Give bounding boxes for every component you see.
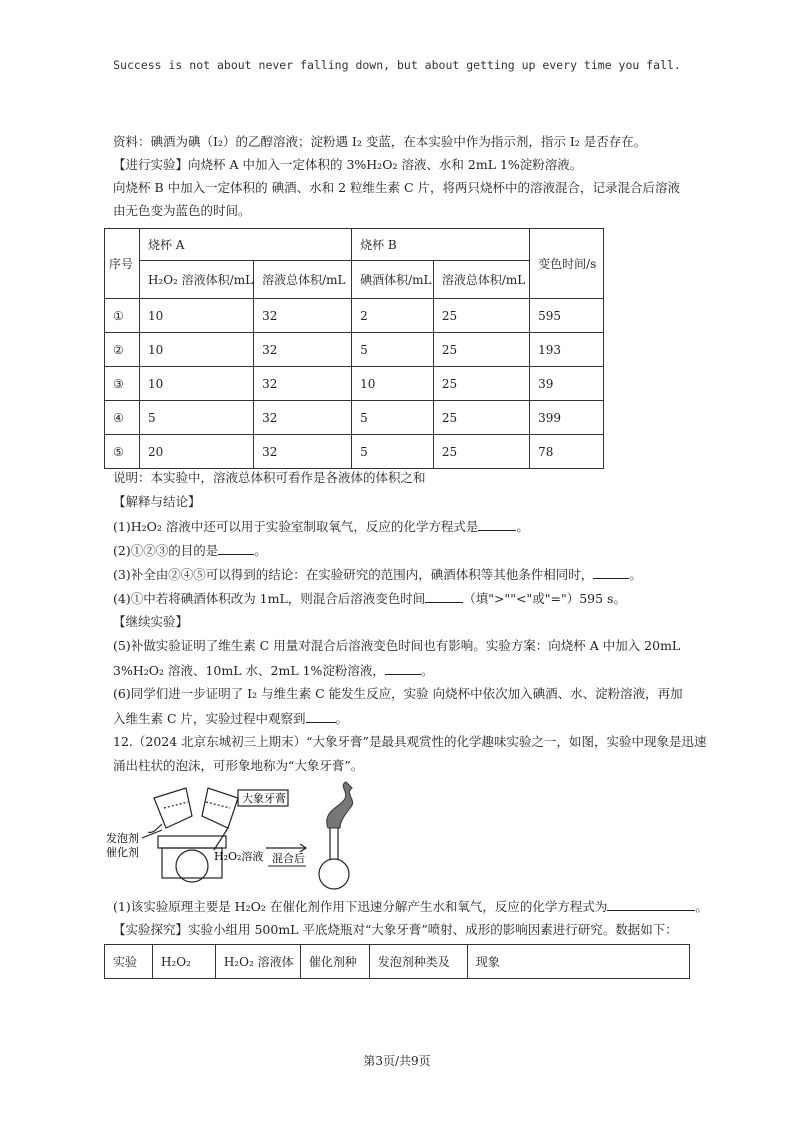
round-flask-icon (319, 859, 349, 889)
cell: 2 (352, 299, 434, 333)
section-continue: 【继续实验】 (113, 614, 189, 629)
question-6-text: 入维生素 C 片，实验过程中观察到 (113, 711, 306, 726)
liquid-line-icon (206, 802, 230, 808)
th-beaker-a: 烧杯 A (139, 229, 351, 261)
cell: 32 (254, 367, 352, 401)
question-5-line-1: (5)补做实验证明了维生素 C 用量对混合后溶液变色时间也有影响。实验方案：向烧杯 A 中加入 20mL (113, 638, 681, 653)
table-row (105, 333, 604, 367)
cell: 25 (433, 367, 529, 401)
answer-blank (385, 662, 421, 675)
intro-line-1: 资料：碘酒为碘（I₂）的乙醇溶液；淀粉遇 I₂ 变蓝，在本实验中作为指示剂，指示 I₂ 是否存在。 (113, 134, 647, 149)
cell: 10 (139, 367, 253, 401)
th-a-total: 溶液总体积/mL (254, 261, 352, 299)
table-row (105, 401, 604, 435)
th-b-total: 溶液总体积/mL (433, 261, 529, 299)
question-5-line-2: 3%H₂O₂ 溶液、10mL 水、2mL 1%淀粉溶液， 。 (113, 663, 434, 678)
leader-line-icon (142, 830, 162, 838)
label-h2o2: H₂O₂溶液 (214, 850, 264, 863)
question-4-hint: （填">""<"或"="）595 s。 (463, 591, 626, 606)
cell: 5 (352, 333, 434, 367)
answer-blank (306, 710, 336, 723)
th-experiment: 实验 (105, 945, 153, 979)
cell: 5 (352, 435, 434, 469)
left-beaker-icon (154, 788, 192, 828)
answer-blank (593, 566, 629, 579)
table-note: 说明：本实验中，溶液总体积可看作是各液体的体积之和 (113, 470, 426, 485)
th-time: 变色时间/s (530, 229, 604, 299)
intro-line-2: 【进行实验】向烧杯 A 中加入一定体积的 3%H₂O₂ 溶液、水和 2mL 1%淀粉溶液。 (113, 157, 583, 172)
cell: 32 (254, 435, 352, 469)
section-explore: 【实验探究】实验小组用 500mL 平底烧瓶对“大象牙膏”喷射、成形的影响因素进行研究。数据如下： (113, 922, 678, 937)
question-2: (2)①②③的目的是 。 (113, 543, 267, 558)
th-phenomenon: 现象 (467, 945, 689, 979)
cell: 399 (530, 401, 604, 435)
page-number: 第3页/共9页 (363, 1054, 431, 1068)
table-row (105, 435, 604, 469)
cell: 25 (433, 435, 529, 469)
question-1: (1)H₂O₂ 溶液中还可以用于实验室制取氧气，反应的化学方程式是 。 (113, 519, 529, 534)
answer-blank (218, 542, 254, 555)
cell: 10 (352, 367, 434, 401)
label-toothpaste: 大象牙膏 (242, 792, 286, 805)
cell: ② (105, 333, 140, 367)
cell: 5 (139, 401, 253, 435)
section-explain: 【解释与结论】 (113, 494, 201, 509)
answer-blank (607, 898, 695, 911)
cell: 39 (530, 367, 604, 401)
question-4-text: (4)①中若将碘酒体积改为 1mL，则混合后溶液变色时间 (113, 591, 426, 606)
cell: 193 (530, 333, 604, 367)
right-beaker-icon (202, 788, 238, 828)
cell: 32 (254, 401, 352, 435)
label-foam-agent: 发泡剂 (106, 832, 139, 845)
data-table-2 (104, 944, 690, 979)
cell: 20 (139, 435, 253, 469)
foam-icon (327, 782, 353, 828)
label-mix: 混合后 (272, 852, 305, 865)
th-catalyst: 催化剂种 (300, 945, 369, 979)
question-6-line-1: (6)同学们进一步证明了 I₂ 与维生素 C 能发生反应，实验 向烧杯中依次加入碘酒、水、淀粉溶液，再加 (113, 686, 683, 701)
question-3-text: (3)补全由②④⑤可以得到的结论：在实验研究的范围内，碘酒体积等其他条件相同时， (113, 567, 594, 582)
flask-icon (176, 850, 208, 882)
question-12-line-1: 12.（2024 北京东城初三上期末）“大象牙膏”是最具观赏性的化学趣味实验之一，如图，实验中现象是迅速 (113, 734, 707, 749)
answer-blank (425, 590, 463, 603)
cell: 10 (139, 333, 253, 367)
cell: 5 (352, 401, 434, 435)
cell: 78 (530, 435, 604, 469)
data-table-1 (104, 228, 604, 469)
question-3: (3)补全由②④⑤可以得到的结论：在实验研究的范围内，碘酒体积等其他条件相同时， 。 (113, 567, 642, 582)
label-catalyst: 催化剂 (106, 846, 139, 859)
question-4 (113, 590, 626, 607)
cell: ① (105, 299, 140, 333)
cell: 32 (254, 299, 352, 333)
answer-blank (478, 518, 516, 531)
question-5-text: 3%H₂O₂ 溶液、10mL 水、2mL 1%淀粉溶液， (113, 663, 385, 678)
th-foam-agent: 发泡剂种类及 (369, 945, 467, 979)
elephant-toothpaste-figure (106, 778, 396, 890)
th-b-iodine: 碘酒体积/mL (352, 261, 434, 299)
question-1-text: (1)H₂O₂ 溶液中还可以用于实验室制取氧气，反应的化学方程式是 (113, 519, 479, 534)
cell: ⑤ (105, 435, 140, 469)
cell: ③ (105, 367, 140, 401)
stand-base-icon (162, 848, 222, 878)
th-h2o2-volume: H₂O₂ 溶液体 (215, 945, 300, 979)
table-row (105, 367, 604, 401)
question-6-line-2: 入维生素 C 片，实验过程中观察到 。 (113, 711, 349, 726)
intro-line-4: 由无色变为蓝色的时间。 (113, 203, 251, 218)
table-row (105, 299, 604, 333)
question-2-text: (2)①②③的目的是 (113, 543, 219, 558)
cell: 10 (139, 299, 253, 333)
question-12-1-text: (1)该实验原理主要是 H₂O₂ 在催化剂作用下迅速分解产生水和氧气，反应的化学方程式为 (113, 899, 608, 914)
th-seq: 序号 (105, 229, 140, 299)
cell: 595 (530, 299, 604, 333)
intro-line-3: 向烧杯 B 中加入一定体积的 碘酒、水和 2 粒维生素 C 片，将两只烧杯中的溶液混合，记录混合后溶液 (113, 180, 681, 195)
liquid-line-icon (164, 802, 188, 808)
th-beaker-b: 烧杯 B (352, 229, 530, 261)
cell: 25 (433, 299, 529, 333)
th-h2o2: H₂O₂ (152, 945, 215, 979)
question-12-1: (1)该实验原理主要是 H₂O₂ 在催化剂作用下迅速分解产生水和氧气，反应的化学方程式为 。 (113, 899, 708, 914)
cell: 25 (433, 401, 529, 435)
cell: 32 (254, 333, 352, 367)
question-12-line-2: 涌出柱状的泡沫，可形象地称为“大象牙膏”。 (113, 758, 364, 773)
cell: ④ (105, 401, 140, 435)
th-a-h2o2: H₂O₂ 溶液体积/mL (139, 261, 253, 299)
header-motto: Success is not about never falling down, but about getting up every time you fall. (113, 58, 681, 72)
cell: 25 (433, 333, 529, 367)
